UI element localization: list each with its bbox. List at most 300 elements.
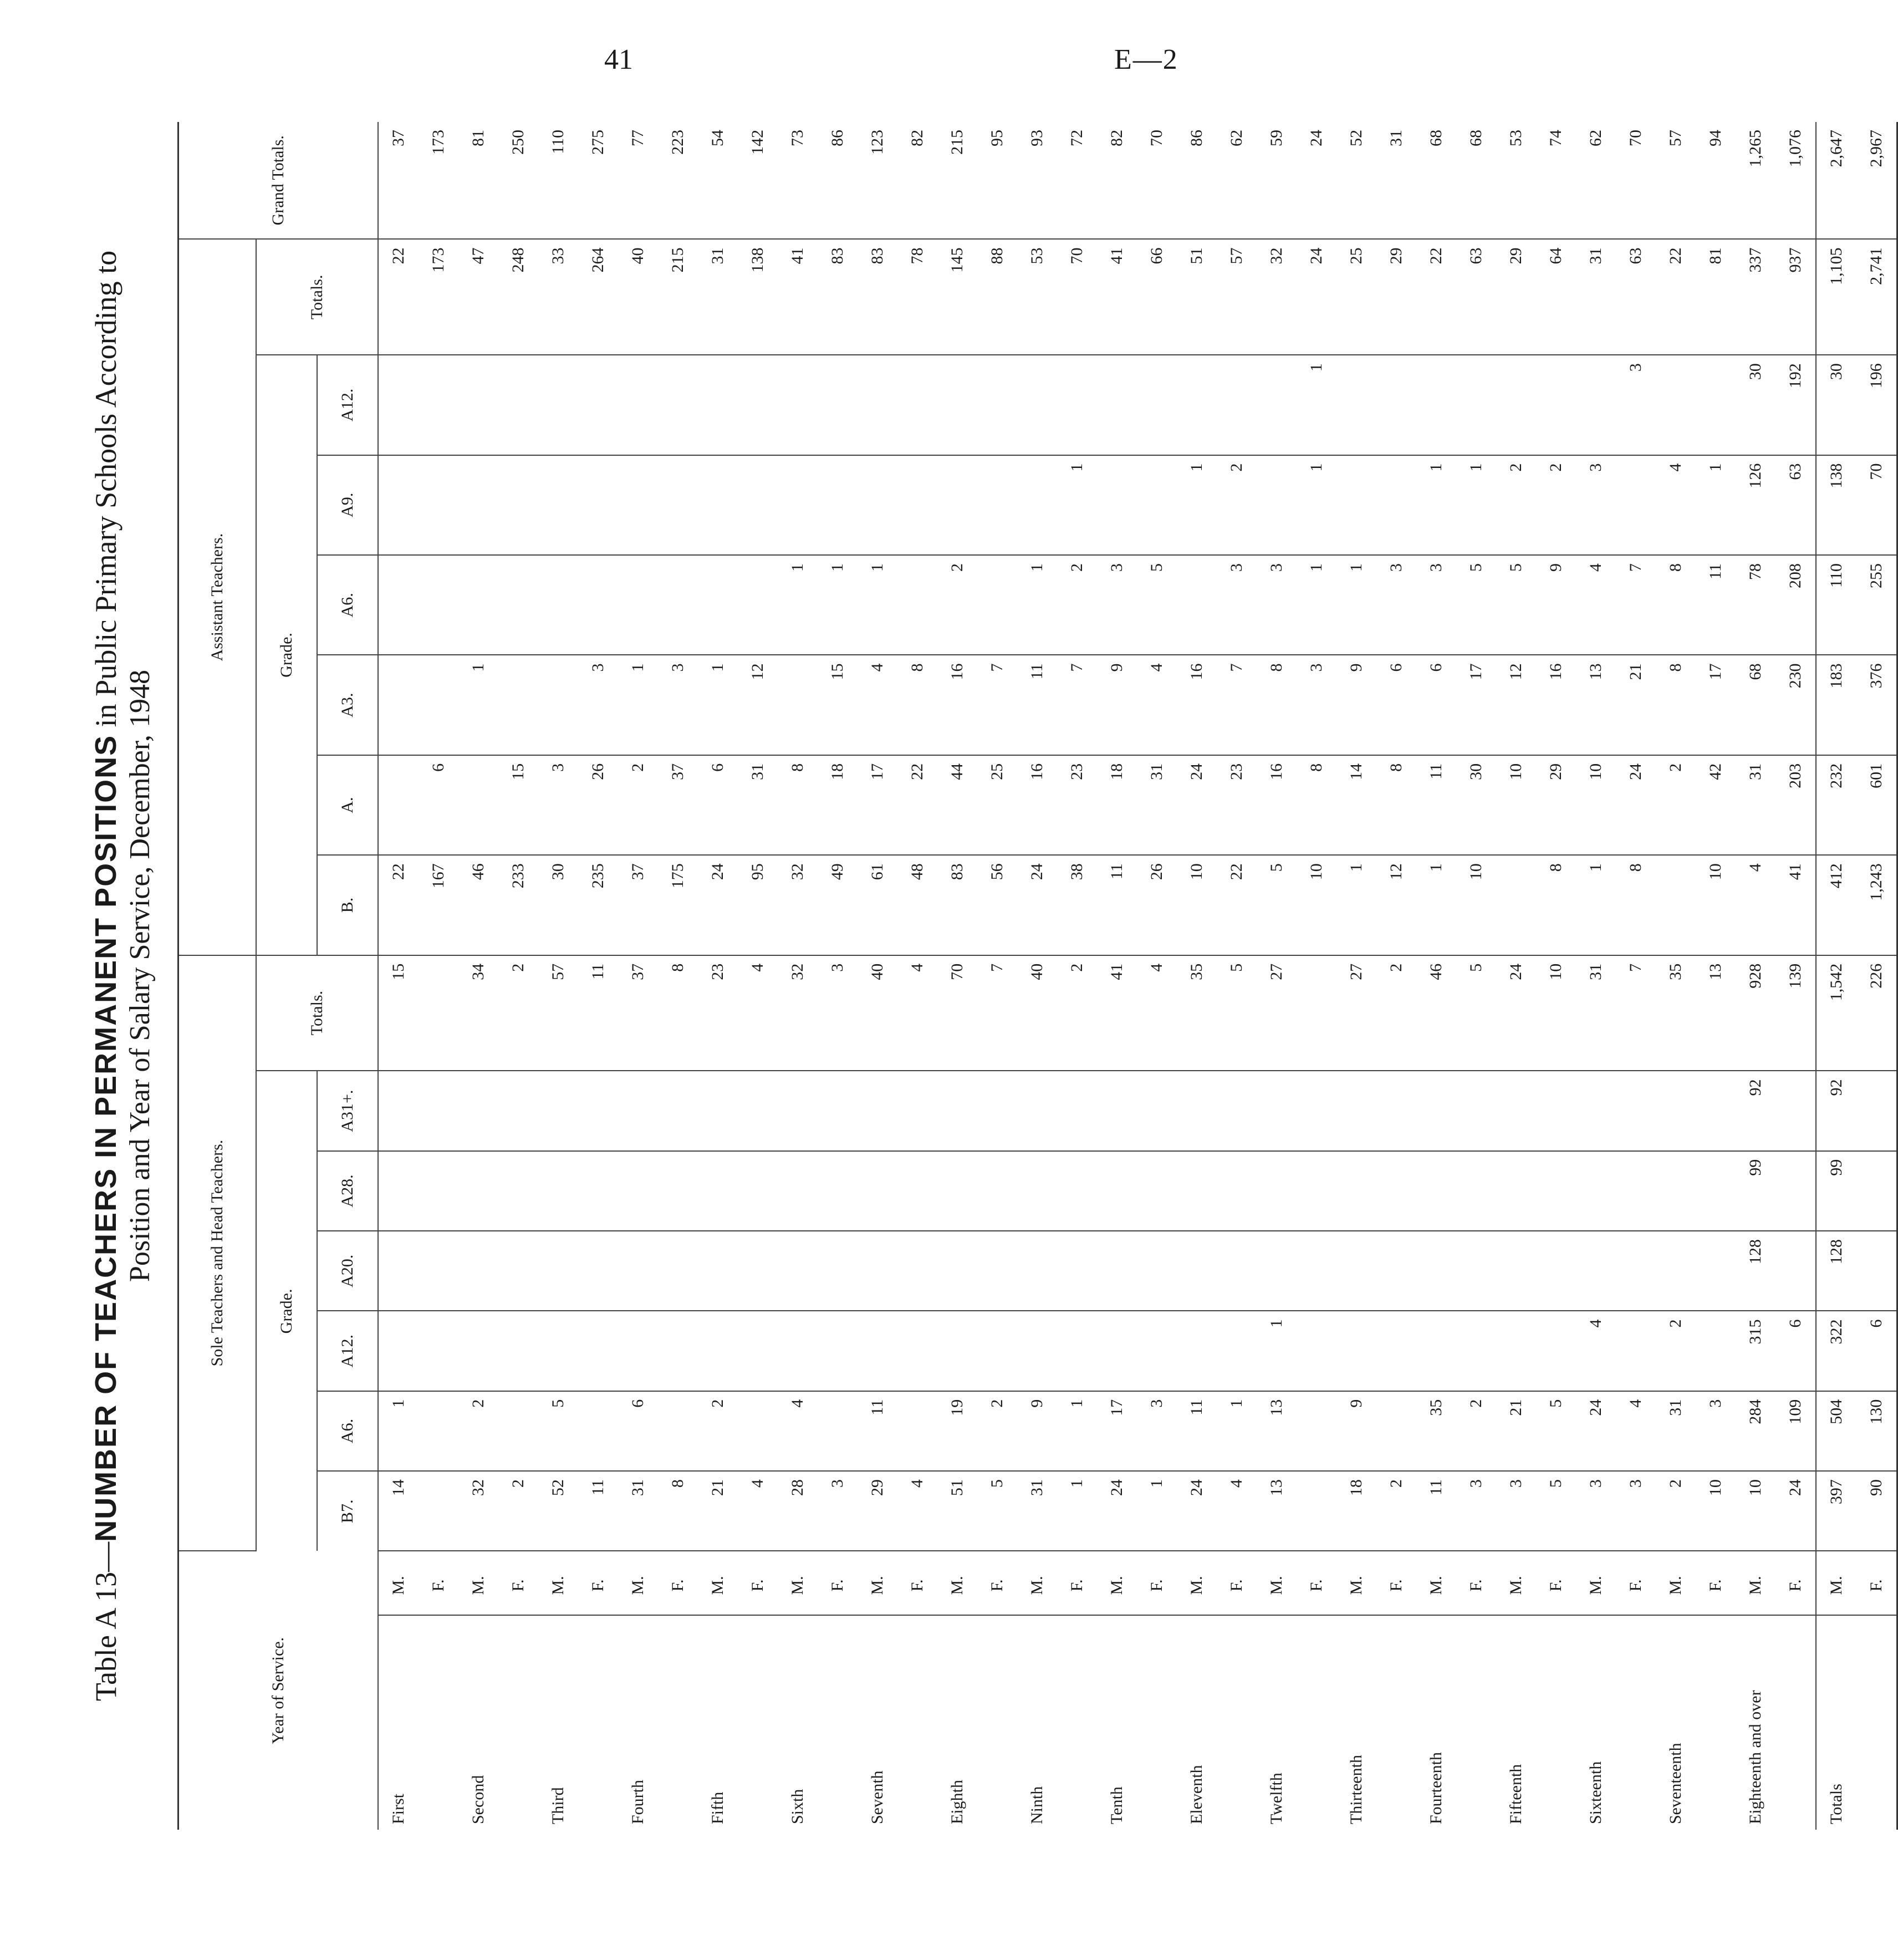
table-row	[419, 122, 458, 1830]
table-cell	[1696, 1311, 1736, 1391]
sex-label: M.	[1736, 1551, 1775, 1615]
table-cell: 7	[1057, 655, 1097, 755]
table-cell: 13	[1696, 955, 1736, 1071]
table-cell: 34	[458, 955, 498, 1071]
asst-grade-col-header: A.	[317, 755, 378, 855]
table-cell: 235	[578, 855, 618, 955]
table-cell: 68	[1736, 655, 1775, 755]
table-cell	[778, 1311, 818, 1391]
asst-totals-header: Totals.	[256, 239, 378, 355]
table-cell	[658, 555, 698, 655]
table-cell	[1217, 1071, 1257, 1150]
table-cell: 26	[578, 755, 618, 855]
table-cell	[1297, 955, 1336, 1071]
sex-label: F.	[419, 1551, 458, 1615]
table-cell: 2	[698, 1391, 738, 1471]
table-cell: 3	[1576, 455, 1616, 555]
table-cell	[1257, 355, 1297, 455]
table-cell: 3	[578, 655, 618, 755]
table-cell: 15	[498, 755, 538, 855]
year-label	[977, 1615, 1017, 1830]
table-cell: 10	[1536, 955, 1576, 1071]
year-label	[1217, 1615, 1257, 1830]
table-cell: 18	[818, 755, 858, 855]
table-cell: 31	[1376, 122, 1416, 239]
table-cell	[1336, 355, 1376, 455]
table-cell: 35	[1177, 955, 1217, 1071]
table-cell: 110	[538, 122, 578, 239]
table-row	[778, 122, 818, 1830]
table-cell	[1257, 455, 1297, 555]
table-cell: 70	[1616, 122, 1656, 239]
table-cell: 59	[1257, 122, 1297, 239]
table-cell	[937, 1311, 977, 1391]
table-cell: 4	[1217, 1471, 1257, 1551]
table-cell: 62	[1576, 122, 1616, 239]
table-cell: 4	[738, 955, 778, 1071]
table-cell: 8	[1257, 655, 1297, 755]
table-cell: 2	[1656, 1471, 1696, 1551]
table-cell: 26	[1137, 855, 1177, 955]
table-cell: 10	[1297, 855, 1336, 955]
table-cell: 83	[937, 855, 977, 955]
table-cell	[1456, 355, 1496, 455]
table-cell: 142	[738, 122, 778, 239]
table-cell: 24	[1177, 755, 1217, 855]
table-cell	[1137, 1311, 1177, 1391]
table-cell	[419, 1471, 458, 1551]
table-cell	[378, 1311, 419, 1391]
table-cell	[419, 355, 458, 455]
table-cell: 35	[1416, 1391, 1456, 1471]
table-cell	[977, 455, 1017, 555]
table-cell: 5	[1496, 555, 1536, 655]
table-cell: 255	[1856, 555, 1897, 655]
title-bold: NUMBER OF TEACHERS IN PERMANENT POSITIONS	[89, 734, 123, 1542]
table-cell: 49	[818, 855, 858, 955]
table-cell: 63	[1456, 239, 1496, 355]
year-label	[658, 1615, 698, 1830]
table-cell	[458, 555, 498, 655]
table-cell: 2	[1656, 1311, 1696, 1391]
table-cell	[538, 1071, 578, 1150]
sex-label: M.	[1336, 1551, 1376, 1615]
table-cell: 128	[1736, 1231, 1775, 1311]
table-cell	[419, 1311, 458, 1391]
table-cell	[1217, 355, 1257, 455]
table-cell: 2	[1376, 1471, 1416, 1551]
table-cell: 138	[738, 239, 778, 355]
table-cell	[458, 1071, 498, 1150]
table-cell: 1,105	[1816, 239, 1856, 355]
sole-totals-header: Totals.	[256, 955, 378, 1071]
table-cell: 41	[1097, 239, 1137, 355]
table-cell: 2	[1217, 455, 1257, 555]
table-cell: 1,243	[1856, 855, 1897, 955]
table-cell: 86	[818, 122, 858, 239]
table-cell: 2	[977, 1391, 1017, 1471]
table-cell: 48	[897, 855, 937, 955]
table-cell	[1017, 1231, 1057, 1311]
year-label: Fifteenth	[1507, 1764, 1525, 1824]
table-cell: 41	[1097, 955, 1137, 1071]
table-cell: 2	[1456, 1391, 1496, 1471]
table-cell: 1	[1057, 1391, 1097, 1471]
table-cell	[1376, 455, 1416, 555]
table-cell	[618, 555, 658, 655]
table-cell	[618, 1151, 658, 1231]
table-row	[498, 122, 538, 1830]
table-cell: 29	[858, 1471, 897, 1551]
table-row	[378, 122, 419, 1830]
table-cell	[458, 1231, 498, 1311]
sex-label: F.	[578, 1551, 618, 1615]
table-cell	[818, 1231, 858, 1311]
table-cell	[1656, 855, 1696, 955]
table-cell	[658, 1071, 698, 1150]
year-label: Ninth	[1028, 1786, 1046, 1824]
table-cell	[378, 355, 419, 455]
table-cell: 412	[1816, 855, 1856, 955]
table-cell: 5	[1217, 955, 1257, 1071]
table-cell: 30	[1816, 355, 1856, 455]
year-label	[897, 1615, 937, 1830]
table-cell: 5	[1257, 855, 1297, 955]
table-cell	[1376, 1231, 1416, 1311]
table-cell: 1	[378, 1391, 419, 1471]
table-cell	[658, 1391, 698, 1471]
table-cell: 11	[1177, 1391, 1217, 1471]
year-label: Totals	[1816, 1615, 1856, 1830]
table-cell	[1017, 455, 1057, 555]
table-cell: 9	[1097, 655, 1137, 755]
table-cell: 24	[1177, 1471, 1217, 1551]
table-cell	[658, 1231, 698, 1311]
table-cell: 95	[738, 855, 778, 955]
table-cell: 1	[1057, 455, 1097, 555]
table-cell: 4	[1576, 555, 1616, 655]
table-cell	[1097, 455, 1137, 555]
table-cell: 8	[1656, 555, 1696, 655]
table-cell	[818, 1311, 858, 1391]
table-cell: 16	[1017, 755, 1057, 855]
table-row	[578, 122, 618, 1830]
table-cell: 68	[1456, 122, 1496, 239]
year-label	[498, 1615, 538, 1830]
table-cell	[858, 455, 897, 555]
table-cell: 1	[1456, 455, 1496, 555]
table-cell	[1017, 1071, 1057, 1150]
table-cell	[1297, 1391, 1336, 1471]
table-cell	[378, 455, 419, 555]
sole-grade-col-header: A6.	[317, 1391, 378, 1471]
table-cell: 27	[1336, 955, 1376, 1071]
table-cell: 24	[1297, 122, 1336, 239]
sex-label: M.	[937, 1551, 977, 1615]
table-cell: 126	[1736, 455, 1775, 555]
table-cell	[419, 955, 458, 1071]
year-label: Seventh	[868, 1770, 886, 1824]
table-cell: 12	[738, 655, 778, 755]
table-cell: 175	[658, 855, 698, 955]
table-cell	[1576, 1151, 1616, 1231]
asst-grade-header: Grade.	[256, 355, 317, 955]
table-cell: 24	[1775, 1471, 1816, 1551]
sole-grade-col-header: B7.	[317, 1471, 378, 1551]
table-cell	[1137, 1151, 1177, 1231]
table-cell	[937, 455, 977, 555]
table-title	[89, 122, 157, 1830]
table-cell: 223	[658, 122, 698, 239]
table-cell	[1775, 1071, 1816, 1150]
table-cell: 22	[897, 755, 937, 855]
table-cell	[1456, 1071, 1496, 1150]
table-cell: 37	[658, 755, 698, 855]
table-cell: 8	[658, 1471, 698, 1551]
table-cell: 32	[778, 955, 818, 1071]
sex-label: M.	[538, 1551, 578, 1615]
table-cell: 6	[1416, 655, 1456, 755]
table-cell: 21	[698, 1471, 738, 1551]
table-cell	[1057, 1071, 1097, 1150]
table-cell: 6	[1376, 655, 1416, 755]
sex-label: M.	[1656, 1551, 1696, 1615]
table-row	[458, 122, 498, 1830]
table-cell: 30	[538, 855, 578, 955]
table-cell	[897, 1231, 937, 1311]
table-cell	[1496, 1151, 1536, 1231]
table-cell	[698, 1311, 738, 1391]
table-row	[818, 122, 858, 1830]
table-cell: 123	[858, 122, 897, 239]
table-cell	[1456, 1231, 1496, 1311]
table-cell: 99	[1816, 1151, 1856, 1231]
sex-label: F.	[1775, 1551, 1816, 1615]
table-cell: 30	[1456, 755, 1496, 855]
table-cell: 57	[538, 955, 578, 1071]
table-cell: 232	[1816, 755, 1856, 855]
table-cell	[858, 1071, 897, 1150]
year-label	[1616, 1615, 1656, 1830]
table-cell: 3	[1456, 1471, 1496, 1551]
table-cell: 11	[858, 1391, 897, 1471]
table-cell: 17	[1456, 655, 1496, 755]
sex-label: F.	[498, 1551, 538, 1615]
table-cell: 3	[1376, 555, 1416, 655]
table-cell: 16	[1177, 655, 1217, 755]
table-cell	[419, 1071, 458, 1150]
sex-label: F.	[1456, 1551, 1496, 1615]
table-cell	[1496, 355, 1536, 455]
table-cell: 61	[858, 855, 897, 955]
table-cell	[1217, 1151, 1257, 1231]
table-cell: 16	[937, 655, 977, 755]
table-cell: 2	[937, 555, 977, 655]
table-cell: 23	[698, 955, 738, 1071]
table-cell: 10	[1576, 755, 1616, 855]
sole-grade-col-header: A12.	[317, 1311, 378, 1391]
table-cell: 1	[618, 655, 658, 755]
table-cell: 1	[1336, 855, 1376, 955]
table-cell: 1	[1576, 855, 1616, 955]
table-cell	[738, 1231, 778, 1311]
table-cell: 68	[1416, 122, 1456, 239]
table-row	[1057, 122, 1097, 1830]
sex-label: F.	[1696, 1551, 1736, 1615]
table-cell: 23	[1057, 755, 1097, 855]
table-cell: 1,542	[1816, 955, 1856, 1071]
table-cell: 3	[818, 1471, 858, 1551]
table-cell: 8	[658, 955, 698, 1071]
table-cell	[419, 1391, 458, 1471]
table-cell: 72	[1057, 122, 1097, 239]
year-label: Sixth	[788, 1789, 807, 1824]
table-cell	[1416, 1231, 1456, 1311]
table-cell: 63	[1616, 239, 1656, 355]
table-cell: 11	[578, 1471, 618, 1551]
table-cell	[1416, 1311, 1456, 1391]
table-cell: 93	[1017, 122, 1057, 239]
table-cell: 32	[1257, 239, 1297, 355]
table-cell: 83	[818, 239, 858, 355]
table-cell: 2	[1057, 955, 1097, 1071]
table-cell	[498, 1231, 538, 1311]
table-cell	[1496, 1071, 1536, 1150]
table-cell: 46	[458, 855, 498, 955]
table-cell: 5	[1137, 555, 1177, 655]
table-cell: 28	[778, 1471, 818, 1551]
table-cell	[1336, 1311, 1376, 1391]
table-cell: 376	[1856, 655, 1897, 755]
table-row	[1177, 122, 1217, 1830]
table-cell: 63	[1775, 455, 1816, 555]
table-cell: 52	[538, 1471, 578, 1551]
table-cell: 315	[1736, 1311, 1775, 1391]
table-cell: 78	[897, 239, 937, 355]
table-cell: 13	[1257, 1471, 1297, 1551]
table-cell: 264	[578, 239, 618, 355]
table-cell: 3	[818, 955, 858, 1071]
asst-grade-col-header: A12.	[317, 355, 378, 455]
table-cell: 6	[1775, 1311, 1816, 1391]
table-cell	[578, 1311, 618, 1391]
table-row	[1775, 122, 1816, 1830]
table-cell	[1616, 1151, 1656, 1231]
table-cell: 2	[1376, 955, 1416, 1071]
table-cell: 1	[1017, 555, 1057, 655]
sex-label: M.	[778, 1551, 818, 1615]
table-cell: 15	[378, 955, 419, 1071]
table-cell: 81	[1696, 239, 1736, 355]
table-cell	[419, 555, 458, 655]
table-cell	[378, 1071, 419, 1150]
table-cell: 66	[1137, 239, 1177, 355]
table-cell	[1177, 1231, 1217, 1311]
table-cell: 4	[897, 955, 937, 1071]
table-cell: 3	[658, 655, 698, 755]
table-cell: 5	[1456, 955, 1496, 1071]
table-cell: 139	[1775, 955, 1816, 1071]
year-label: Fourteenth	[1427, 1752, 1445, 1824]
table-cell	[1297, 1071, 1336, 1150]
table-cell: 275	[578, 122, 618, 239]
table-cell: 10	[1696, 1471, 1736, 1551]
table-cell: 33	[538, 239, 578, 355]
table-cell	[458, 355, 498, 455]
sex-label: M.	[1496, 1551, 1536, 1615]
table-cell: 51	[937, 1471, 977, 1551]
table-cell	[1177, 1311, 1217, 1391]
table-cell	[538, 355, 578, 455]
table-cell: 110	[1816, 555, 1856, 655]
asst-grade-col-header: A3.	[317, 655, 378, 755]
table-cell: 52	[1336, 122, 1376, 239]
table-cell: 8	[778, 755, 818, 855]
table-cell: 1	[778, 555, 818, 655]
sex-label: M.	[618, 1551, 658, 1615]
year-label	[1775, 1615, 1816, 1830]
table-cell: 4	[1576, 1311, 1616, 1391]
table-cell: 12	[1376, 855, 1416, 955]
table-cell: 8	[1616, 855, 1656, 955]
table-cell: 3	[1496, 1471, 1536, 1551]
table-cell: 70	[1137, 122, 1177, 239]
table-cell	[1057, 355, 1097, 455]
table-cell	[538, 655, 578, 755]
asst-grade-col-header: A6.	[317, 555, 378, 655]
table-cell	[778, 1231, 818, 1311]
table-cell	[1297, 1471, 1336, 1551]
table-cell: 3	[1576, 1471, 1616, 1551]
table-cell: 1	[818, 555, 858, 655]
table-cell: 1	[1177, 455, 1217, 555]
year-label: First	[389, 1793, 407, 1824]
table-cell: 13	[1257, 1391, 1297, 1471]
table-cell: 1	[1416, 855, 1456, 955]
table-cell	[498, 1391, 538, 1471]
table-cell	[578, 555, 618, 655]
table-row	[618, 122, 658, 1830]
table-cell: 25	[977, 755, 1017, 855]
table-cell: 11	[1416, 1471, 1456, 1551]
table-row	[1257, 122, 1297, 1830]
table-cell	[977, 1311, 1017, 1391]
table-cell	[1536, 1151, 1576, 1231]
table-cell: 9	[1536, 555, 1576, 655]
table-cell: 37	[378, 122, 419, 239]
table-cell	[1257, 1071, 1297, 1150]
table-cell: 196	[1856, 355, 1897, 455]
table-cell	[698, 455, 738, 555]
table-cell: 31	[1576, 955, 1616, 1071]
table-cell	[698, 1071, 738, 1150]
table-cell	[698, 1151, 738, 1231]
table-cell	[1137, 355, 1177, 455]
table-cell	[458, 455, 498, 555]
year-label: Fifth	[708, 1791, 727, 1824]
table-cell: 21	[1496, 1391, 1536, 1471]
table-cell	[378, 655, 419, 755]
table-cell: 2	[498, 1471, 538, 1551]
table-cell: 4	[1656, 455, 1696, 555]
table-cell: 41	[778, 239, 818, 355]
table-cell	[778, 655, 818, 755]
table-cell	[818, 1071, 858, 1150]
table-cell: 10	[1496, 755, 1536, 855]
year-of-service-header: Year of Service.	[178, 1551, 379, 1830]
table-cell	[1656, 1071, 1696, 1150]
page-number: 41	[604, 44, 633, 75]
